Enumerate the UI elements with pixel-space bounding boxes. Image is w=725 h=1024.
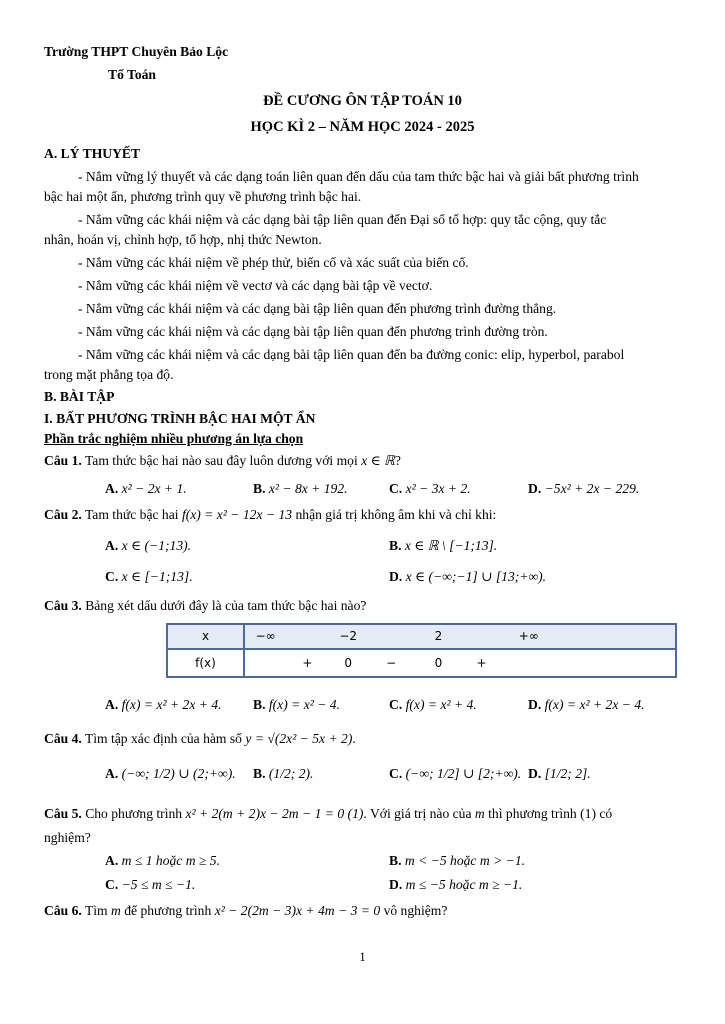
question-label: Câu 2.: [44, 507, 82, 522]
math-expr: f(x) = x² − 12x − 13: [181, 507, 293, 522]
option: D. [1/2; 2].: [528, 766, 591, 781]
sign-table-fx-row: [244, 649, 676, 677]
theory-item-cont: nhân, hoán vị, chỉnh hợp, tổ hợp, nhị thức Newton.: [44, 232, 322, 247]
school-name: Trường THPT Chuyên Bảo Lộc: [44, 44, 229, 59]
option: D. x ∈ (−∞;−1] ∪ [13;+∞).: [389, 569, 547, 584]
theory-item: - Nắm vững các khái niệm và các dạng bài tập liên quan đến phương trình đường thẳng.: [78, 301, 557, 316]
question-6: Câu 6. Tìm m để phương trình x² − 2(2m − 3)x + 4m − 3 = 0 vô nghiệm?: [44, 903, 448, 918]
option: C. x ∈ [−1;13].: [105, 569, 193, 584]
option: C. f(x) = x² + 4.: [389, 697, 477, 712]
page-number: 1: [359, 950, 366, 964]
theory-item: - Nắm vững các khái niệm và các dạng bài tập liên quan đến Đại số tổ hợp: quy tắc cộng, quy tắc: [78, 212, 607, 227]
sign-table-header-fx: f(x): [167, 649, 244, 677]
section-a-heading: A. LÝ THUYẾT: [44, 146, 141, 161]
option: A. (−∞; 1/2) ∪ (2;+∞).: [105, 766, 236, 781]
sign-table-header-x: x: [167, 624, 244, 649]
sign-value: 0: [344, 655, 353, 670]
sign-table-x-row: [244, 624, 676, 649]
question-label: Câu 4.: [44, 731, 82, 746]
option: B. x² − 8x + 192.: [253, 481, 348, 496]
subsection-heading: I. BẤT PHƯƠNG TRÌNH BẬC HAI MỘT ẨN: [44, 411, 316, 426]
theory-item: - Nắm vững các khái niệm và các dạng bài tập liên quan đến ba đường conic: elip, hyperbol, parabol: [78, 347, 625, 362]
question-label: Câu 3.: [44, 598, 82, 613]
doc-title: ĐỀ CƯƠNG ÔN TẬP TOÁN 10: [263, 93, 462, 109]
question-4: Câu 4. Tìm tập xác định của hàm số y = √(2x² − 5x + 2).: [44, 731, 356, 746]
option: A. f(x) = x² + 2x + 4.: [105, 697, 222, 712]
math-expr: x² − 2(2m − 3)x + 4m − 3 = 0: [214, 903, 381, 918]
theory-item-cont: trong mặt phẳng tọa độ.: [44, 367, 174, 382]
option: D. m ≤ −5 hoặc m ≥ −1.: [389, 877, 523, 892]
department: Tổ Toán: [108, 67, 156, 82]
question-label: Câu 1.: [44, 453, 82, 468]
option: C. −5 ≤ m ≤ −1.: [105, 877, 196, 892]
option: A. x ∈ (−1;13).: [105, 538, 192, 553]
section-b-heading: B. BÀI TẬP: [44, 389, 115, 404]
option: B. m < −5 hoặc m > −1.: [389, 853, 526, 868]
option: B. (1/2; 2).: [253, 766, 314, 781]
question-3: Câu 3. Bảng xét dấu dưới đây là của tam thức bậc hai nào?: [44, 598, 367, 613]
option: C. (−∞; 1/2] ∪ [2;+∞).: [389, 766, 522, 781]
question-5-cont: nghiệm?: [44, 830, 91, 845]
option: B. x ∈ ℝ \ [−1;13].: [389, 538, 498, 553]
x-value: −∞: [255, 629, 276, 644]
option: D. −5x² + 2x − 229.: [528, 481, 640, 496]
sign-value: −: [386, 655, 397, 670]
theory-item: - Nắm vững các khái niệm về phép thử, biến cố và xác suất của biến cố.: [78, 255, 469, 270]
math-expr: x² + 2(m + 2)x − 2m − 1 = 0 (1): [185, 806, 364, 821]
x-value: 2: [434, 629, 443, 644]
sign-value: 0: [434, 655, 443, 670]
question-label: Câu 6.: [44, 903, 82, 918]
question-label: Câu 5.: [44, 806, 82, 821]
option: C. x² − 3x + 2.: [389, 481, 471, 496]
question-1: Câu 1. Tam thức bậc hai nào sau đây luôn dương với mọi x ∈ ℝ?: [44, 453, 401, 468]
question-text: Tam thức bậc hai nào sau đây luôn dương với mọi: [84, 453, 358, 468]
doc-subtitle: HỌC KÌ 2 – NĂM HỌC 2024 - 2025: [250, 119, 475, 135]
option: A. m ≤ 1 hoặc m ≥ 5.: [105, 853, 220, 868]
option: A. x² − 2x + 1.: [105, 481, 187, 496]
option: B. f(x) = x² − 4.: [253, 697, 340, 712]
x-value: +∞: [518, 629, 539, 644]
theory-item: - Nắm vững lý thuyết và các dạng toán liên quan đến dấu của tam thức bậc hai và giải bất phương trình: [78, 169, 639, 184]
question-5: Câu 5. Cho phương trình x² + 2(m + 2)x − 2m − 1 = 0 (1). Với giá trị nào của m thì phương trình (1) có: [44, 806, 613, 821]
sign-value: +: [476, 655, 487, 670]
math-expr: y = √(2x² − 5x + 2): [245, 731, 353, 746]
theory-item: - Nắm vững các khái niệm và các dạng bài tập liên quan đến phương trình đường tròn.: [78, 324, 548, 339]
theory-item: - Nắm vững các khái niệm về vectơ và các dạng bài tập về vectơ.: [78, 278, 433, 293]
sign-value: +: [302, 655, 313, 670]
math-expr: x ∈ ℝ: [361, 453, 395, 468]
x-value: −2: [339, 629, 358, 644]
option: D. f(x) = x² + 2x − 4.: [528, 697, 645, 712]
sign-table: [166, 623, 677, 678]
theory-item-cont: bậc hai một ẩn, phương trình quy về phương trình bậc hai.: [44, 189, 362, 204]
question-2: Câu 2. Tam thức bậc hai f(x) = x² − 12x − 13 nhận giá trị không âm khi và chỉ khi:: [44, 507, 497, 522]
part-heading: Phần trắc nghiệm nhiều phương án lựa chọn: [44, 431, 304, 446]
